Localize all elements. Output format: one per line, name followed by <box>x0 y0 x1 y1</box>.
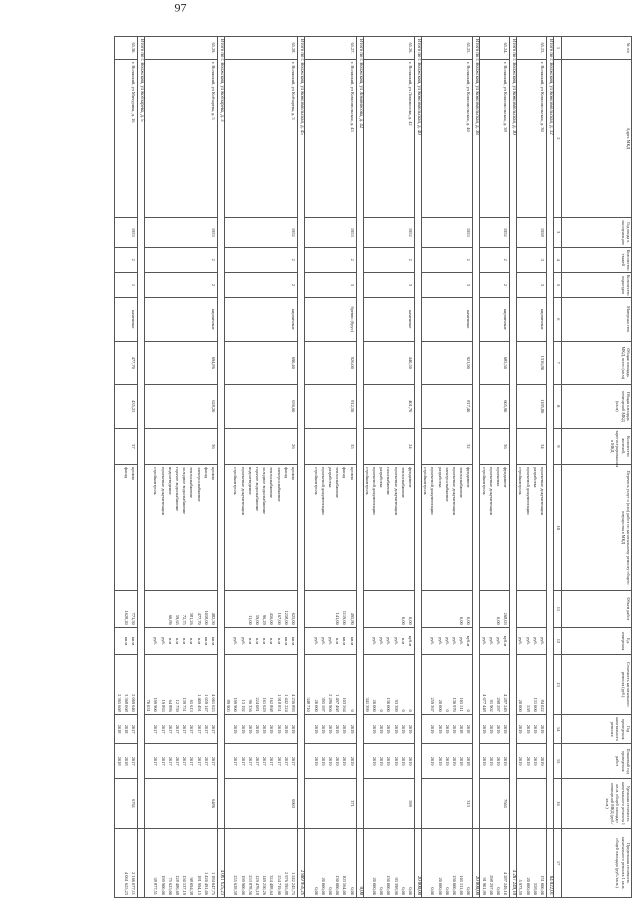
subtotal-row <box>298 37 305 898</box>
subtotal-value: 4 287 249,10 <box>510 829 517 898</box>
cell-num: 65.28. <box>225 37 298 60</box>
column-number: 13 <box>554 655 562 715</box>
cell-area-total: 921,90 <box>421 341 472 385</box>
column-header: Общая площадь МКД, всего (кв.м) <box>562 341 632 385</box>
subtotal-label: Итого по г. Волжский, ул Комсомольская, д. 40 <box>414 37 421 829</box>
cell-plan-year: 2019 2019 2019 2019 <box>480 744 510 778</box>
cell-plan-year: 2017 2017 2017 2017 2017 2017 2017 2017 2017 <box>225 744 298 778</box>
cell-limit: 0,00 0,00 93 398,90 130 000,00 0,00 20 000,00 <box>363 829 414 898</box>
cell-residents: 36 <box>480 428 510 465</box>
column-number-row <box>554 37 562 898</box>
cell-work-year: 2019 2019 2019 2019 <box>517 714 547 744</box>
cell-specific: 313 <box>421 778 472 828</box>
cell-area-total: 926,00 <box>305 341 356 385</box>
cell-work-year: 2019 2019 2019 2019 2019 2019 <box>305 714 356 744</box>
cell-material: кирпичные <box>225 298 298 342</box>
subtotal-label: Итого по г. Волжский, ул Комсомольская, д. 38 <box>473 37 480 829</box>
column-header: Предельная стоимость капитального ремонта 1 кв.м. общей площади (руб./кв.м.) <box>562 829 632 898</box>
cell-material: каменные <box>115 298 138 342</box>
cell-area-rooms: 1185,80 <box>517 385 547 429</box>
cell-cost: 0 105 511 130 970 0 20 000 259 367 <box>421 655 472 715</box>
cell-num: 65.23. <box>517 37 547 60</box>
cell-num: 65.27. <box>305 37 356 60</box>
cell-specific <box>517 778 547 828</box>
subtotal-label: Итого по г. Волжский, ул Комсомольская, д. 30 <box>510 37 517 829</box>
cell-address: г. Волжский, ул Комсомольская, д. 30 <box>517 59 547 217</box>
cell-volume: 482,50 1058,00 477,70 381,26 72,75 59,65 60,86 <box>145 591 218 628</box>
cell-material: каменные <box>363 298 414 342</box>
cell-works: фундамент проектная проектные документации стройконтроль <box>480 465 510 591</box>
subtotal-value: 20 000,00 <box>473 829 480 898</box>
cell-work-year: 2017 2017 2017 2017 2017 2017 2017 2017 2017 <box>145 714 218 744</box>
cell-works: проектные документации разработка проектной документации стройконтроль <box>517 465 547 591</box>
table-row <box>363 37 414 898</box>
cell-address: г. Волжский, ул Комсомольская, д. 38 <box>480 59 510 217</box>
cell-area-rooms: 401,70 <box>363 385 414 429</box>
cell-volume: 495,80 1119,00 141,00 <box>305 591 356 628</box>
cell-units: куб.м руб. руб. руб. <box>480 627 510 654</box>
cell-works: фундамент теплоснабжение проектные документации газоснабжение разработка проектной документации стройконтроль <box>363 465 414 591</box>
cell-entrances: 3 <box>363 272 414 297</box>
cell-year: 1952 <box>225 217 298 247</box>
subtotal-value: 2 889 956,26 <box>298 829 305 898</box>
column-header: Удельная стоимость капитального ремонта 1 кв.м. общей площади помещений МКД (руб./кв.м.) <box>562 778 632 828</box>
cell-specific: 371 <box>305 778 356 828</box>
cell-entrances: 3 <box>517 272 547 297</box>
cell-material: кирпичные <box>517 298 547 342</box>
cell-cost: 4 287 249 298 297 91 902 4 677 448 <box>480 655 510 715</box>
table-row <box>225 37 298 898</box>
subtotal-row <box>547 37 554 898</box>
column-header: Количество подъездов <box>562 272 632 297</box>
cell-area-rooms: 812,50 <box>305 385 356 429</box>
cell-entrances: 1 <box>115 272 138 297</box>
cell-area-rooms: 636,60 <box>225 385 298 429</box>
column-number: 9 <box>554 428 562 465</box>
cell-work-year: 2019 2019 2019 2019 2019 2019 2019 2019 2019 <box>225 714 298 744</box>
cell-num: 65.30. <box>115 37 138 60</box>
cell-year: 1953 <box>145 217 218 247</box>
cell-floors: 2 <box>115 247 138 272</box>
column-header: Год ввода в эксплуатацию <box>562 217 632 247</box>
cell-cost: 4 061 625 1 059 147 1 409 491 65 613 139 751 12 759 64 886 19 863 199 900 70 031 <box>145 655 218 715</box>
cell-units: куб.м руб. руб. руб. руб. руб. <box>421 627 472 654</box>
cell-volume: 771,50 1628,20 <box>115 591 138 628</box>
column-header: Стоимость капитального ремонта (руб.) <box>562 655 632 715</box>
cell-area-rooms: 628,20 <box>145 385 218 429</box>
repair-program-table <box>114 36 632 898</box>
subtotal-value <box>138 829 145 898</box>
column-number: 11 <box>554 591 562 628</box>
cell-residents: 37 <box>115 428 138 465</box>
cell-num: 65.25. <box>421 37 472 60</box>
cell-specific: 7665 <box>480 778 510 828</box>
column-number: 4 <box>554 247 562 272</box>
table-body <box>115 37 554 898</box>
cell-units: руб. руб. руб. руб. <box>517 627 547 654</box>
column-number: 16 <box>554 778 562 828</box>
column-header: Год проведения капитального ремонта <box>562 714 632 744</box>
cell-address: г. Волжский, ул Мичурина, д. 16 <box>115 59 138 217</box>
column-header: № п/п <box>562 37 632 60</box>
cell-entrances: 3 <box>305 272 356 297</box>
cell-address: г. Волжский, ул Комсомольская, д. 40 <box>421 59 472 217</box>
cell-material: бревно (брус) <box>305 298 356 342</box>
cell-address: г. Волжский, ул Ломоносова, д. 42 <box>363 59 414 217</box>
cell-entrances: 2 <box>145 272 218 297</box>
column-number: 14 <box>554 714 562 744</box>
cell-area-rooms: 435,25 <box>115 385 138 429</box>
cell-year: 1952 <box>480 217 510 247</box>
cell-limit: 131 000,00 558,00 20 000,00 5 973,59 <box>517 829 547 898</box>
cell-volume: 0,00 0,00 <box>363 591 414 628</box>
cell-limit: 4 287 249,10 0,00 298 297,00 91 901,99 <box>480 829 510 898</box>
cell-limit: 2 166 077,11 4 061 625,23 <box>115 829 138 898</box>
cell-num: 65.24. <box>480 37 510 60</box>
cell-cost: 4 236 893 1 442 224 1 918 851 162 868 161 629 224 081 96 356 13 192 199 900 89 905 <box>225 655 298 715</box>
column-number: 7 <box>554 341 562 385</box>
cell-floors: 2 <box>145 247 218 272</box>
cell-units: кв.м кв.м <box>115 627 138 654</box>
cell-floors: 2 <box>480 247 510 272</box>
cell-work-year: 2018 2018 2019 2019 2019 2019 <box>421 714 472 744</box>
cell-area-total: 1316,80 <box>517 341 547 385</box>
cell-year: 1953 <box>305 217 356 247</box>
cell-work-year: 2017 2018 2018 <box>115 714 138 744</box>
table-row <box>145 37 218 898</box>
column-header: Перечень услуг и (или) работ по капитальному ремонту общего имущества в МКД <box>562 465 632 591</box>
cell-works: фундамент теплоснабжение проектные документации электроснабжение разработка проектной документации стройконтроль <box>421 465 472 591</box>
cell-limit: 0,00 103 564,00 130 000,00 0,00 20 000,00 0,00 <box>305 829 356 898</box>
subtotal-row <box>356 37 363 898</box>
cell-limit: 1 242 245,75 2 976 395,88 254 719,60 324 488,64 149 250,26 129 476,18 253 878,50 199 900,00 255 628,58 <box>225 829 298 898</box>
cell-works: кровля фасад теплоснабжение разработка проектной документации стройконтроль <box>305 465 356 591</box>
table-header-row <box>562 37 632 898</box>
subtotal-label: Итого по г. Волжский, ул Комсомольская, д. 32 <box>547 37 554 829</box>
cell-floors: 2 <box>363 247 414 272</box>
subtotal-row <box>218 37 225 898</box>
cell-entrances: 3 <box>421 272 472 297</box>
cell-year: 1958 <box>517 217 547 247</box>
column-number: 2 <box>554 59 562 217</box>
cell-area-rooms: 605,90 <box>480 385 510 429</box>
cell-works: кровля фасад электроснабжение теплоснабжение холодное водоснабжение горячее водоснабжение водоотведение проектные документации стройконтроль <box>145 465 218 591</box>
column-number: 15 <box>554 744 562 778</box>
cell-work-year: 2019 2019 2019 2019 <box>480 714 510 744</box>
subtotal-value: 20 000,00 <box>414 829 421 898</box>
cell-material: кирпичные <box>480 298 510 342</box>
column-header: Количество этажей <box>562 247 632 272</box>
cell-works: кровля фасад <box>115 465 138 591</box>
column-header: Адрес МКД <box>562 59 632 217</box>
column-header: Количество жителей, зарегистрированных в МКД <box>562 428 632 465</box>
table-row <box>305 37 356 898</box>
page-number-strip <box>0 0 640 32</box>
column-header: Материал стен <box>562 298 632 342</box>
table-row <box>421 37 472 898</box>
subtotal-label: Итого по г. Волжский, ул Комсомольская, д. 45 <box>298 37 305 829</box>
table-row <box>480 37 510 898</box>
cell-residents: 32 <box>421 428 472 465</box>
cell-cost: 84 022 131 000 558 20 000 <box>517 655 547 715</box>
cell-cost: 0 0 93 399 130 000 0 20 000 341 399 <box>363 655 414 715</box>
cell-year: 1952 <box>363 217 414 247</box>
column-number: 6 <box>554 298 562 342</box>
cell-plan-year: 2019 2019 2019 2019 2019 2019 <box>363 744 414 778</box>
table-row <box>115 37 138 898</box>
cell-work-year: 2019 2019 2019 2019 2019 2019 <box>363 714 414 744</box>
cell-num: 65.29. <box>145 37 218 60</box>
cell-volume: 625,00 1258,00 167,00 456,00 96,29 59,00 11,00 <box>225 591 298 628</box>
column-number: 5 <box>554 272 562 297</box>
cell-limit: 1 184 047,75 1 420 491,06 181 994,15 98 094,38 150 537,19 128 486,68 75 625,00 199 900,00 58 877,51 <box>145 829 218 898</box>
cell-area-total: 694,86 <box>145 341 218 385</box>
subtotal-value: 4 061 625,23 <box>218 829 225 898</box>
cell-floors: 2 <box>305 247 356 272</box>
cell-address: г. Волжский, ул Комсомольская, д. 45 <box>305 59 356 217</box>
column-number: 12 <box>554 627 562 654</box>
cell-num: 65.26. <box>363 37 414 60</box>
cell-specific: 6761 <box>115 778 138 828</box>
cell-residents: 35 <box>305 428 356 465</box>
cell-specific: 599 <box>363 778 414 828</box>
cell-floors: 2 <box>225 247 298 272</box>
cell-material: кирпичные <box>145 298 218 342</box>
cell-volume: 0,00 0,00 <box>421 591 472 628</box>
cell-entrances: 2 <box>225 272 298 297</box>
cell-area-total: 690,40 <box>225 341 298 385</box>
cell-material: каменные <box>421 298 472 342</box>
subtotal-label: Итого по г. Волжский, ул Кобзарева, д. 3 <box>218 37 225 829</box>
column-header: Объем работ <box>562 591 632 628</box>
table-row <box>517 37 547 898</box>
column-number: 3 <box>554 217 562 247</box>
column-number: 8 <box>554 385 562 429</box>
subtotal-value: 0,00 <box>356 829 363 898</box>
column-number: 10 <box>554 465 562 591</box>
column-number: 1 <box>554 37 562 60</box>
cell-cost: 2 069 640 3 368 068 2 365 668 <box>115 655 138 715</box>
cell-works: кровля фасад электроснабжение теплоснабжение холодное водоснабжение горячее водоснабжение водоотведение проектные документации стройконтроль <box>225 465 298 591</box>
cell-residents: 24 <box>363 428 414 465</box>
subtotal-row <box>510 37 517 898</box>
subtotal-label: Итого по г. Волжский, ул Ломоносова, д. 42 <box>356 37 363 829</box>
cell-year: 1953 <box>421 217 472 247</box>
subtotal-label: Итого по г. Волжский, ул Кобзарева, д. 5 <box>138 37 145 829</box>
cell-plan-year: 2019 2019 2019 2019 2019 2019 <box>305 744 356 778</box>
cell-area-total: 477,70 <box>115 341 138 385</box>
column-number: 17 <box>554 829 562 898</box>
cell-cost: 0 103 564 1 497 468 2 286 906 395 597 20 000 348 710 <box>305 655 356 715</box>
cell-units: кв.м кв.м п.м п.м п.м п.м п.м руб. руб. <box>225 627 298 654</box>
cell-specific: 6486 <box>145 778 218 828</box>
subtotal-row <box>414 37 421 898</box>
cell-plan-year: 2017 2018 2018 <box>115 744 138 778</box>
cell-units: куб.м п.м руб. руб. руб. руб. <box>363 627 414 654</box>
cell-area-rooms: 817,40 <box>421 385 472 429</box>
cell-residents: 36 <box>145 428 218 465</box>
cell-year: 1953 <box>115 217 138 247</box>
cell-volume: 268,03 0,00 <box>480 591 510 628</box>
column-header: Ед. измерения <box>562 627 632 654</box>
cell-floors: 3 <box>517 247 547 272</box>
cell-address: г. Волжский, ул Кобзарева, д. 5 <box>145 59 218 217</box>
column-header: Плановый год проведения работ <box>562 744 632 778</box>
subtotal-value: 84 022,01 <box>547 829 554 898</box>
cell-area-total: 685,50 <box>480 341 510 385</box>
subtotal-row <box>138 37 145 898</box>
page-number: 97 <box>174 0 187 15</box>
cell-residents: 26 <box>225 428 298 465</box>
cell-volume <box>517 591 547 628</box>
cell-plan-year: 2018 2018 2019 2019 2019 2019 <box>421 744 472 778</box>
cell-plan-year: 2017 2017 2017 2017 2017 2017 2017 2017 2017 <box>145 744 218 778</box>
cell-floors: 2 <box>421 247 472 272</box>
cell-entrances: 2 <box>480 272 510 297</box>
cell-residents: 34 <box>517 428 547 465</box>
cell-limit: 0,00 105 511,00 130 000,00 0,00 20 000,00 0,00 <box>421 829 472 898</box>
cell-specific: 6903 <box>225 778 298 828</box>
cell-area-total: 440,50 <box>363 341 414 385</box>
cell-units: кв.м кв.м п.м руб. руб. руб. <box>305 627 356 654</box>
cell-plan-year: 2019 2019 2019 2019 <box>517 744 547 778</box>
subtotal-row <box>473 37 480 898</box>
cell-address: г. Волжский, ул Кобзарева, д. 3 <box>225 59 298 217</box>
cell-units: кв.м кв.м п.м п.м п.м п.м п.м руб. руб. <box>145 627 218 654</box>
column-header: Общая площадь помещений МКД (кв.м) <box>562 385 632 429</box>
